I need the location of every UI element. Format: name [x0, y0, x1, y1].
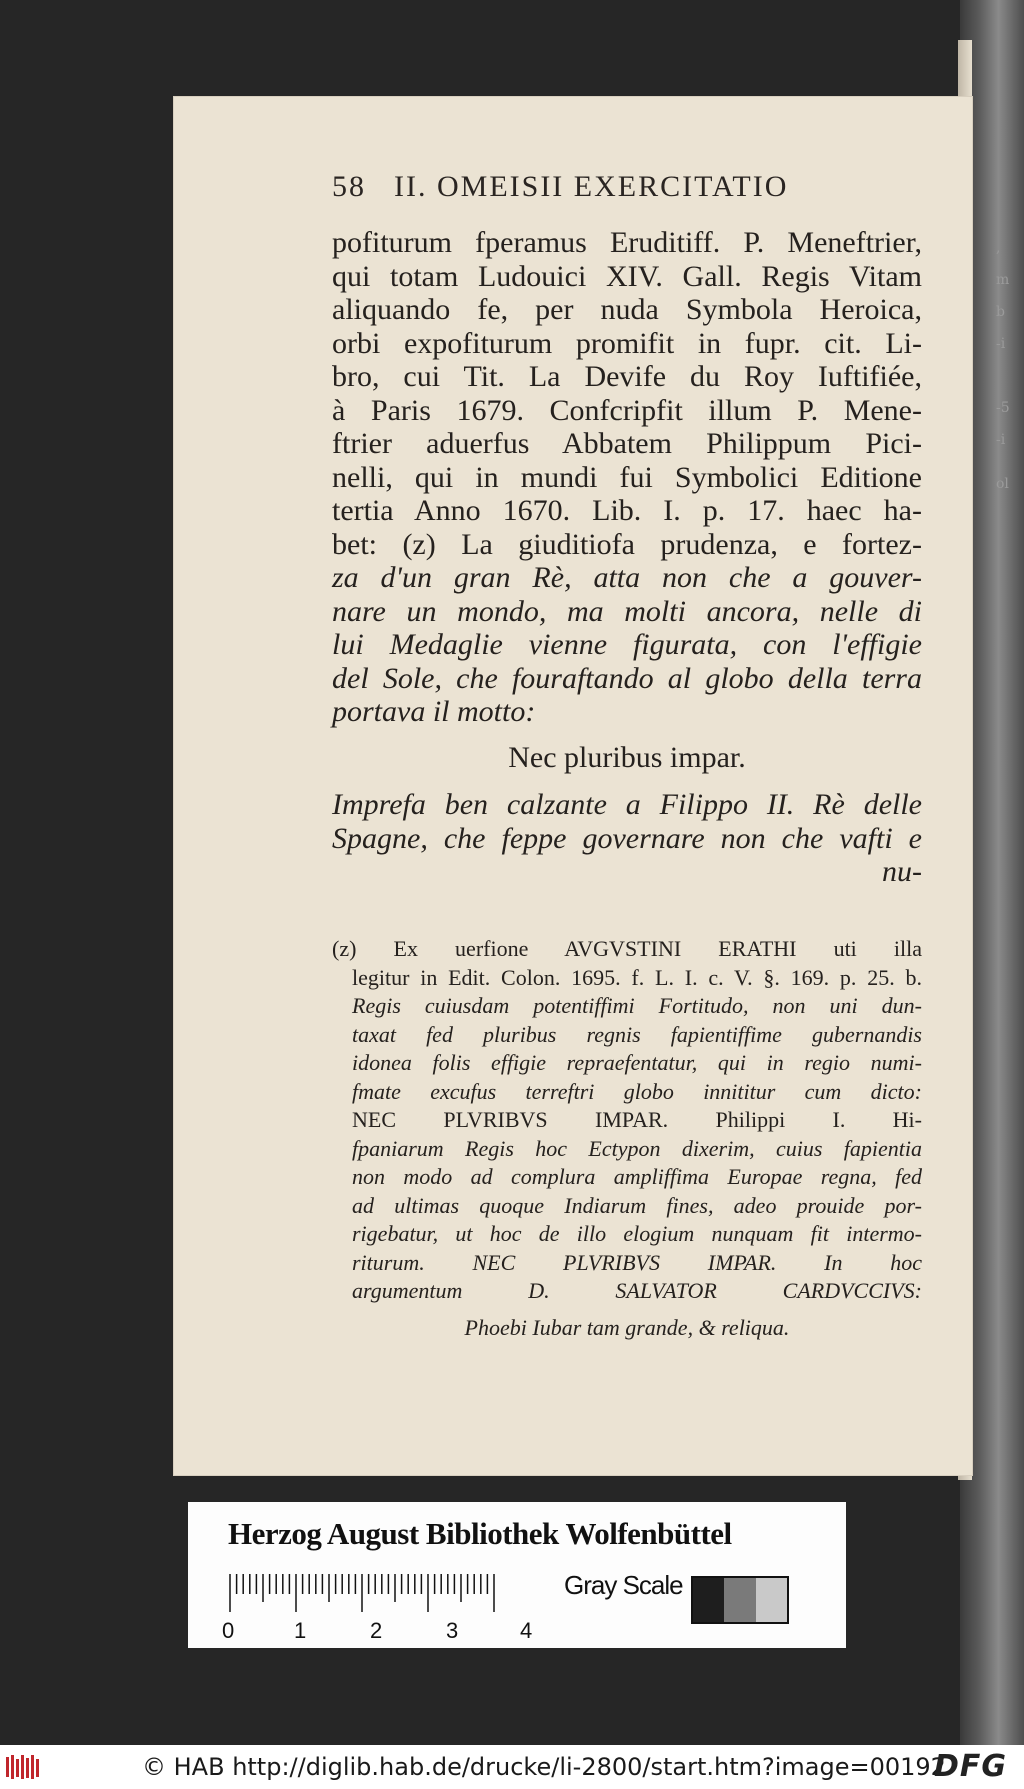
text-line: portava il motto:: [332, 695, 536, 728]
footnote-line: (z) Ex uerfione AVGVSTINI ERATHI uti illa: [332, 936, 922, 961]
footnote-line: Regis cuiusdam potentiffimi Fortitudo, non uni dun-: [352, 993, 922, 1018]
copyright-link[interactable]: © HAB http://diglib.hab.de/drucke/li-2800/start.htm?image=00192: [142, 1753, 946, 1781]
page-number: 58: [332, 170, 366, 203]
text-line: del Sole, che fouraftando al globo della terra: [332, 661, 922, 695]
ghost-glyph: -i: [996, 336, 1006, 352]
gray-step-dark: [693, 1578, 724, 1622]
dfg-logo: DFG: [934, 1749, 1008, 1784]
gray-scale-swatch: [691, 1576, 789, 1624]
footnote-line: taxat fed pluribus regnis fapientiffime gubernandis: [352, 1021, 922, 1047]
footnote-verse: Phoebi Iubar tam grande, & reliqua.: [464, 1314, 790, 1340]
motto-line: Nec pluribus impar.: [508, 740, 746, 774]
main-text: [332, 226, 922, 889]
footnote-line: idonea folis effigie repraefentatur, qui in regio numi-: [352, 1050, 922, 1075]
footer-bar: [0, 1745, 1024, 1789]
ghost-glyph: ol: [996, 476, 1009, 492]
running-title: II. OMEISII EXERCITATIO: [394, 170, 789, 203]
text-line: orbi expofiturum promifit in fupr. cit. Li-: [332, 326, 922, 360]
gray-step-mid: [724, 1578, 755, 1622]
ghost-glyph: -i: [996, 432, 1006, 448]
text-line: ftrier aduerfus Abbatem Philippum Pici-: [332, 427, 922, 460]
catchword: nu-: [882, 855, 922, 888]
ghost-glyph: -5: [996, 400, 1010, 416]
color-scale-card: [188, 1502, 846, 1648]
ghost-glyph: b: [996, 304, 1005, 320]
footnote-line: riturum. NEC PLVRIBVS IMPAR. In hoc: [352, 1249, 922, 1275]
ghost-glyph: ,: [996, 240, 1001, 256]
footnote-line: non modo ad complura ampliffima Europae regna, fed: [352, 1164, 922, 1189]
footnote-line: legitur in Edit. Colon. 1695. f. L. I. c. V. §. 169. p. 25. b.: [352, 964, 922, 990]
ghost-glyph: m: [996, 272, 1010, 288]
text-line: nare un mondo, ma molti ancora, nelle di: [332, 594, 922, 628]
text-line: à Paris 1679. Confcripfit illum P. Mene-: [332, 393, 922, 427]
ruler-ticks: [228, 1572, 500, 1612]
footnote-line: fmate excufus terreftri globo innititur cum dicto:: [352, 1078, 922, 1104]
text-line: bet: (z) La giuditiofa prudenza, e fortez-: [332, 527, 922, 561]
text-line: bro, cui Tit. La Devife du Roy Iuftifiée,: [332, 360, 922, 393]
footnote-line: fpaniarum Regis hoc Ectypon dixerim, cuius fapientia: [352, 1135, 922, 1161]
ruler-number: 1: [294, 1618, 307, 1643]
footnote-line: NEC PLVRIBVS IMPAR. Philippi I. Hi-: [352, 1107, 922, 1132]
running-header: [332, 170, 788, 204]
text-line: pofiturum fperamus Eruditiff. P. Meneftrier,: [332, 226, 922, 259]
text-line: Imprefa ben calzante a Filippo II. Rè delle: [332, 788, 922, 821]
library-title: Herzog August Bibliothek Wolfenbüttel: [228, 1516, 732, 1551]
ruler-numbers: [222, 1618, 533, 1644]
footnote-line: rigebatur, ut hoc de illo elogium nunquam fit intermo-: [352, 1221, 922, 1246]
text-line: tertia Anno 1670. Lib. I. p. 17. haec ha-: [332, 494, 922, 527]
gray-scale-label: Gray Scale: [564, 1570, 683, 1600]
text-line: nelli, qui in mundi fui Symbolici Editione: [332, 460, 922, 494]
ruler-number: 0: [222, 1618, 235, 1643]
text-line: za d'un gran Rè, atta non che a gouver-: [332, 561, 922, 594]
ruler-number: 3: [446, 1618, 459, 1643]
ruler-number: 2: [370, 1618, 383, 1643]
footnote-line: ad ultimas quoque Indiarum fines, adeo prouide por-: [352, 1192, 922, 1218]
text-line: qui totam Ludouici XIV. Gall. Regis Vitam: [332, 259, 922, 293]
ruler-number: 4: [520, 1618, 533, 1643]
text-line: aliquando fe, per nuda Symbola Heroica,: [332, 293, 922, 326]
footnote-line: argumentum D. SALVATOR CARDVCCIVS:: [352, 1278, 922, 1303]
text-line: lui Medaglie vienne figurata, con l'effigie: [332, 628, 922, 661]
text-line: Spagne, che feppe governare non che vafti e: [332, 821, 922, 855]
ruler: [228, 1572, 500, 1612]
hab-logo-icon: [4, 1753, 44, 1781]
footnote: [332, 935, 922, 1342]
gray-step-light: [756, 1578, 787, 1622]
